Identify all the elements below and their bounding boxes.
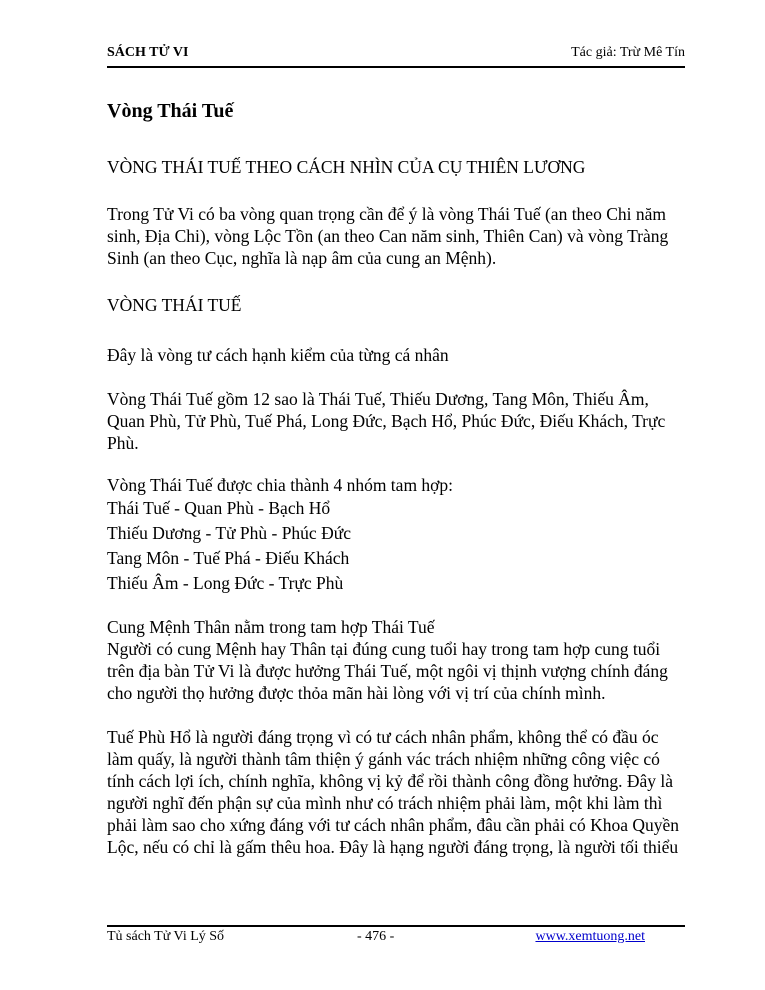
footer-divider [107,925,685,927]
paragraph-definition: Đây là vòng tư cách hạnh kiểm của từng cá nhân [107,345,449,365]
page-body [107,98,687,858]
group-line: Thiếu Dương - Tử Phù - Phúc Đức [107,523,351,543]
sub-heading: VÒNG THÁI TUẾ [107,295,242,315]
section-heading: VÒNG THÁI TUẾ THEO CÁCH NHÌN CỦA CỤ THIÊN LƯƠNG [107,157,586,177]
chapter-title: Vòng Thái Tuế [107,100,234,122]
page-header [107,45,685,65]
paragraph-cung: Người có cung Mệnh hay Thân tại đúng cung tuổi hay trong tam hợp cung tuổi trên địa bàn Tử Vi là được hưởng Thái Tuế, một ngôi vị thịnh vượng chính đáng cho người thọ hưởng được thỏa mãn hài lòng với vị trí của chính mình. [107,639,668,703]
book-title: SÁCH TỬ VI [107,45,189,60]
group-line: Tang Môn - Tuế Phá - Điếu Khách [107,548,350,568]
group-line: Thái Tuế - Quan Phù - Bạch Hổ [107,498,331,518]
paragraph-tue-phu-ho: Tuế Phù Hổ là người đáng trọng vì có tư cách nhân phẩm, không thể có đầu óc làm quấy, là người thành tâm thiện ý gánh vác trách nhiệm những công việc có tính cách lợi ích, chính nghĩa, không vị kỷ để rồi thành công đồng hưởng. Đây là người nghĩ đến phận sự của mình như có trách nhiệm phải làm, một khi làm thì phải làm sao cho xứng đáng với tư cách nhân phẩm, đâu cần phải có Khoa Quyền Lộc, nếu có chỉ là gấm thêu hoa. Đây là hạng người đáng trọng, là người tối thiểu [107,727,680,857]
author-label: Tác giả: Trừ Mê Tín [571,45,685,60]
series-name: Tủ sách Tử Vi Lý Số [107,929,225,944]
paragraph-stars: Vòng Thái Tuế gồm 12 sao là Thái Tuế, Thiếu Dương, Tang Môn, Thiếu Âm, Quan Phù, Tử Phù, Tuế Phá, Long Đức, Bạch Hổ, Phúc Đức, Điếu Khách, Trực Phù. [107,389,666,453]
group-line: Thiếu Âm - Long Đức - Trực Phù [107,573,344,593]
website-link[interactable]: www.xemtuong.net [535,929,645,944]
cung-heading: Cung Mệnh Thân nằm trong tam hợp Thái Tuế [107,617,435,637]
header-divider [107,66,685,68]
groups-intro: Vòng Thái Tuế được chia thành 4 nhóm tam hợp: [107,475,454,495]
page-number: - 476 - [357,929,395,944]
paragraph-intro: Trong Tử Vi có ba vòng quan trọng cần để ý là vòng Thái Tuế (an theo Chi năm sinh, Địa Chi), vòng Lộc Tồn (an theo Can năm sinh, Thiên Can) và vòng Tràng Sinh (an theo Cục, nghĩa là nạp âm của cung an Mệnh). [107,204,669,268]
